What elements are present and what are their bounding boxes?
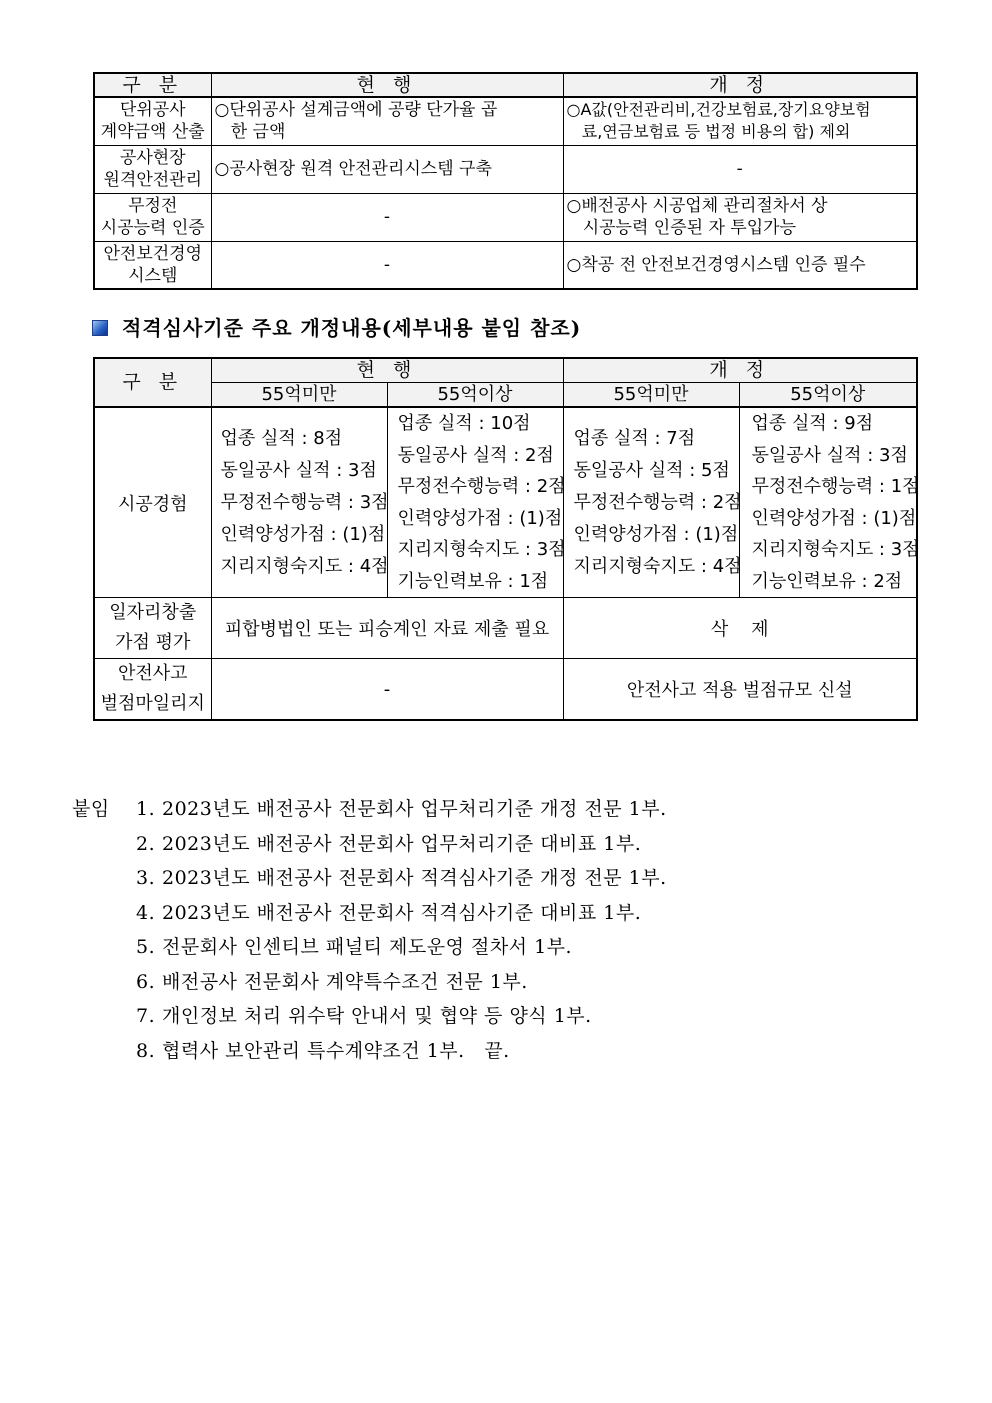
subheader-revised-under: 55억미만 (563, 383, 739, 408)
subheader-revised-over: 55억이상 (739, 383, 917, 408)
table-row (94, 659, 917, 721)
row-category: 안전사고 벌점마일리지 (94, 659, 211, 721)
table-row (94, 407, 917, 598)
table-row (94, 145, 917, 193)
row-revised: ○착공 전 안전보건경영시스템 인증 필수 (563, 241, 917, 289)
row-category: 시공경험 (94, 407, 211, 598)
table-row (94, 241, 917, 289)
experience-revised-over: 업종 실적 : 9점 동일공사 실적 : 3점 무정전수행능력 : 1점 인력양성가점 : (1)점 지리지형숙지도 : 3점 기능인력보유 : 2점 (739, 407, 917, 598)
attachment-label: 붙임 (72, 798, 110, 820)
table-header-row (94, 73, 917, 97)
list-item: 6. 배전공사 전문회사 계약특수조건 전문 1부. (136, 970, 528, 993)
list-item: 붙임 1. 2023년도 배전공사 전문회사 업무처리기준 개정 전문 1부. (72, 792, 667, 827)
section-title: 적격심사기준 주요 개정내용(세부내용 붙임 참조) (92, 312, 581, 341)
header-current: 현 행 (211, 358, 563, 383)
table-header-row (94, 358, 917, 383)
header-revised: 개 정 (563, 73, 917, 97)
header-revised: 개 정 (563, 358, 917, 383)
jobs-current: 피합병법인 또는 피승계인 자료 제출 필요 (211, 598, 563, 659)
experience-current-over: 업종 실적 : 10점 동일공사 실적 : 2점 무정전수행능력 : 2점 인력양성가점 : (1)점 지리지형숙지도 : 3점 기능인력보유 : 1점 (387, 407, 563, 598)
row-category: 무정전 시공능력 인증 (94, 193, 211, 241)
experience-revised-under: 업종 실적 : 7점 동일공사 실적 : 5점 무정전수행능력 : 2점 인력양성가점 : (1)점 지리지형숙지도 : 4점 (563, 407, 739, 598)
header-category: 구 분 (94, 73, 211, 97)
row-current: ○공사현장 원격 안전관리시스템 구축 (211, 145, 563, 193)
row-category: 일자리창출 가점 평가 (94, 598, 211, 659)
jobs-revised: 삭 제 (563, 598, 917, 659)
row-current: ○단위공사 설계금액에 공량 단가율 곱 한 금액 (211, 97, 563, 145)
header-category: 구 분 (94, 358, 211, 407)
safety-current: - (211, 659, 563, 721)
list-item: 8. 협력사 보안관리 특수계약조건 1부. 끝. (136, 1039, 510, 1062)
square-bullet-icon (92, 320, 108, 336)
header-current: 현 행 (211, 73, 563, 97)
list-item: 2. 2023년도 배전공사 전문회사 업무처리기준 대비표 1부. (136, 832, 642, 855)
row-category: 단위공사 계약금액 산출 (94, 97, 211, 145)
subheader-current-over: 55억이상 (387, 383, 563, 408)
list-item: 7. 개인정보 처리 위수탁 안내서 및 협약 등 양식 1부. (136, 1005, 592, 1027)
list-item: 5. 전문회사 인센티브 패널티 제도운영 절차서 1부. (136, 936, 573, 958)
row-category: 공사현장 원격안전관리 (94, 145, 211, 193)
table-subheader-row (94, 383, 917, 408)
table-row (94, 598, 917, 659)
row-revised: ○A값(안전관리비,건강보험료,장기요양보험 료,연금보험료 등 법정 비용의 합) 제외 (563, 97, 917, 145)
safety-revised: 안전사고 적용 벌점규모 신설 (563, 659, 917, 721)
subheader-current-under: 55억미만 (211, 383, 387, 408)
experience-current-under: 업종 실적 : 8점 동일공사 실적 : 3점 무정전수행능력 : 3점 인력양성가점 : (1)점 지리지형숙지도 : 4점 (211, 407, 387, 598)
list-item: 4. 2023년도 배전공사 전문회사 적격심사기준 대비표 1부. (136, 901, 642, 924)
table-row (94, 193, 917, 241)
attachment-list (72, 792, 667, 1068)
row-revised: - (563, 145, 917, 193)
amendment-table (93, 72, 918, 290)
qualification-table (93, 357, 918, 721)
row-current: - (211, 241, 563, 289)
list-item: 3. 2023년도 배전공사 전문회사 적격심사기준 개정 전문 1부. (136, 867, 667, 889)
row-revised: ○배전공사 시공업체 관리절차서 상 시공능력 인증된 자 투입가능 (563, 193, 917, 241)
row-category: 안전보건경영 시스템 (94, 241, 211, 289)
row-current: - (211, 193, 563, 241)
table-row (94, 97, 917, 145)
